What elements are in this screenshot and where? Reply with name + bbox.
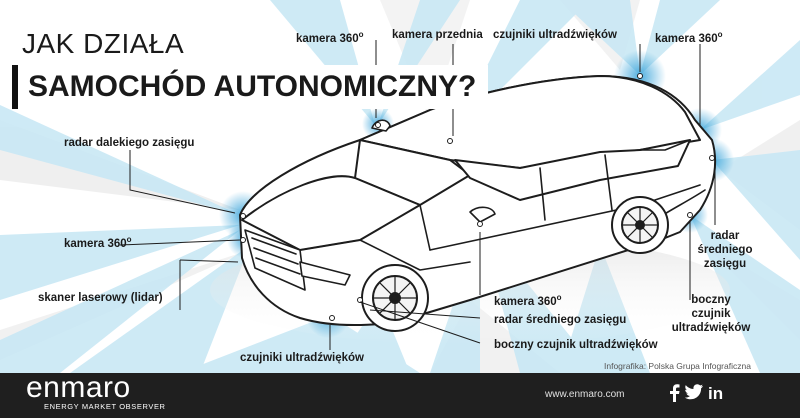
footer-bar — [0, 373, 800, 418]
facebook-icon[interactable] — [668, 384, 680, 402]
credit-text: Infografika: Polska Grupa Infograficzna — [604, 361, 751, 371]
rear-wheel — [612, 197, 668, 253]
label-skaner-laserowy: skaner laserowy (lidar) — [38, 292, 163, 304]
linkedin-icon[interactable]: in — [708, 384, 724, 403]
label-radar-sredniego-zasiegu-right: radar średniego zasięgu — [697, 230, 753, 270]
label-kamera-przednia: kamera przednia — [392, 29, 483, 41]
label-boczny-czujnik-right: boczny czujnik ultradźwięków — [671, 294, 751, 334]
label-kamera-360-top: kamera 360$^o$ — [296, 30, 364, 45]
label-radar-dalekiego-zasiegu: radar dalekiego zasięgu — [64, 137, 195, 149]
label-kamera-360-right-top: kamera 360$^o$ — [655, 30, 723, 45]
title-line-2: SAMOCHÓD AUTONOMICZNY? — [12, 65, 488, 109]
logo-tagline: ENERGY MARKET OBSERVER — [44, 402, 166, 411]
enmaro-logo[interactable]: enmaro — [26, 371, 131, 404]
website-link[interactable]: www.enmaro.com — [545, 389, 625, 400]
label-boczny-czujnik-ultradzwiekow-bottom: boczny czujnik ultradźwięków — [494, 339, 658, 351]
label-radar-sredniego-zasiegu-bottom: radar średniego zasięgu — [494, 314, 627, 326]
label-kamera-360-left: kamera 360$^o$ — [64, 235, 132, 250]
title-line-1: JAK DZIAŁA — [22, 28, 185, 59]
front-wheel — [362, 265, 428, 331]
label-kamera-360-mirror: kamera 360$^o$ — [494, 293, 562, 308]
label-czujniki-ultradzwiekow-bottom: czujniki ultradźwięków — [240, 352, 364, 364]
twitter-icon[interactable] — [685, 384, 703, 400]
label-czujniki-ultradzwiekow-top: czujniki ultradźwięków — [493, 29, 617, 41]
